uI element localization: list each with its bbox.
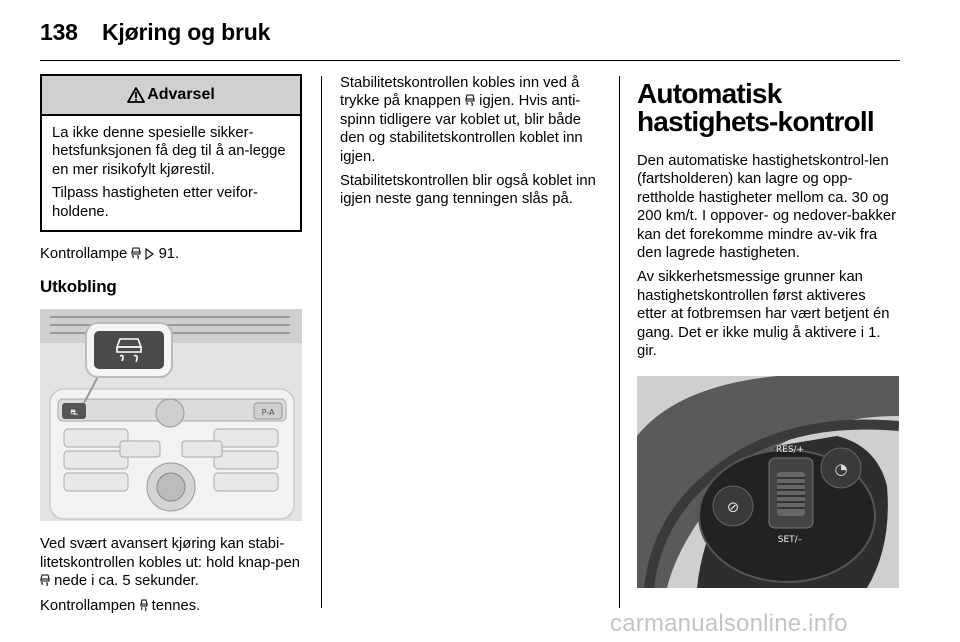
warning-body [42, 116, 300, 230]
column-1 [40, 74, 302, 621]
para-utkobling-1: Ved svært avansert kjøring kan stabi-litetskontrollen kobles ut: hold knap-pen nede i ca. 5 sekunder. [40, 536, 300, 590]
kontrollampe-line: Kontrollampe 91. [40, 246, 180, 263]
esc-indicator-icon [140, 599, 148, 612]
console-photo [40, 309, 302, 521]
res-label: RES/+ [775, 445, 805, 456]
warning-text-1: La ikke denne spesielle sikker-hetsfunksjonen få deg til å an-legge en mer risikofylt kjørestil. [52, 125, 286, 178]
set-label: SET/– [777, 535, 803, 546]
svg-text:⊘: ⊘ [726, 498, 740, 517]
warning-title: Advarsel [147, 86, 215, 103]
column-divider-2 [619, 76, 620, 608]
svg-text:◔: ◔ [834, 460, 848, 479]
subheading-utkobling: Utkobling [40, 277, 117, 297]
page-number: 138 [40, 18, 78, 45]
header-rule [40, 60, 900, 61]
para-fartsholder-1: Den automatiske hastighetskontrol-len (fartsholderen) kan lagre og opp-rettholde hastigheter mellom ca. 30 og 200 km/t. I oppover- og nedover-bakker kan det forekomme mindre av-vik fra den lagrede hastigheten. [637, 153, 897, 262]
column-divider-1 [321, 76, 322, 608]
esc-skid-icon [131, 247, 141, 260]
svg-text:⛐: ⛐ [70, 408, 78, 419]
column-3 [637, 74, 899, 588]
steering-wheel-photo [637, 376, 899, 588]
warning-triangle-icon [127, 87, 145, 103]
esc-skid-icon [465, 94, 475, 107]
column-2 [340, 74, 602, 215]
para-innkobling: Stabilitetskontrollen kobles inn ved å trykke på knappen igjen. Hvis anti-spinn tidligere var koblet ut, blir både den og stabilitetskontrollen koblet inn igjen. [340, 75, 583, 165]
esc-skid-icon [40, 574, 50, 587]
para-utkobling-2: Kontrollampen tennes. [40, 597, 201, 614]
warning-text-2: Tilpass hastigheten etter veifor-holdene. [52, 185, 258, 220]
page-reference-arrow-icon [145, 248, 154, 260]
p-a-label: P-A [261, 408, 275, 418]
section-heading: Automatisk hastighets-kontroll [637, 78, 874, 137]
warning-header [42, 76, 300, 116]
para-fartsholder-2: Av sikkerhetsmessige grunner kan hastighetskontrollen først aktiveres etter at fotbremsen har vært betjent én gang. Det er ikke mulig å aktivere i 1. gir. [637, 269, 890, 360]
warning-box [40, 74, 302, 232]
para-tenning: Stabilitetskontrollen blir også koblet inn igjen neste gang tenningen slås på. [340, 173, 596, 208]
watermark: carmanualsonline.info [610, 610, 848, 637]
page-header [40, 14, 270, 50]
page-title: Kjøring og bruk [102, 18, 271, 45]
